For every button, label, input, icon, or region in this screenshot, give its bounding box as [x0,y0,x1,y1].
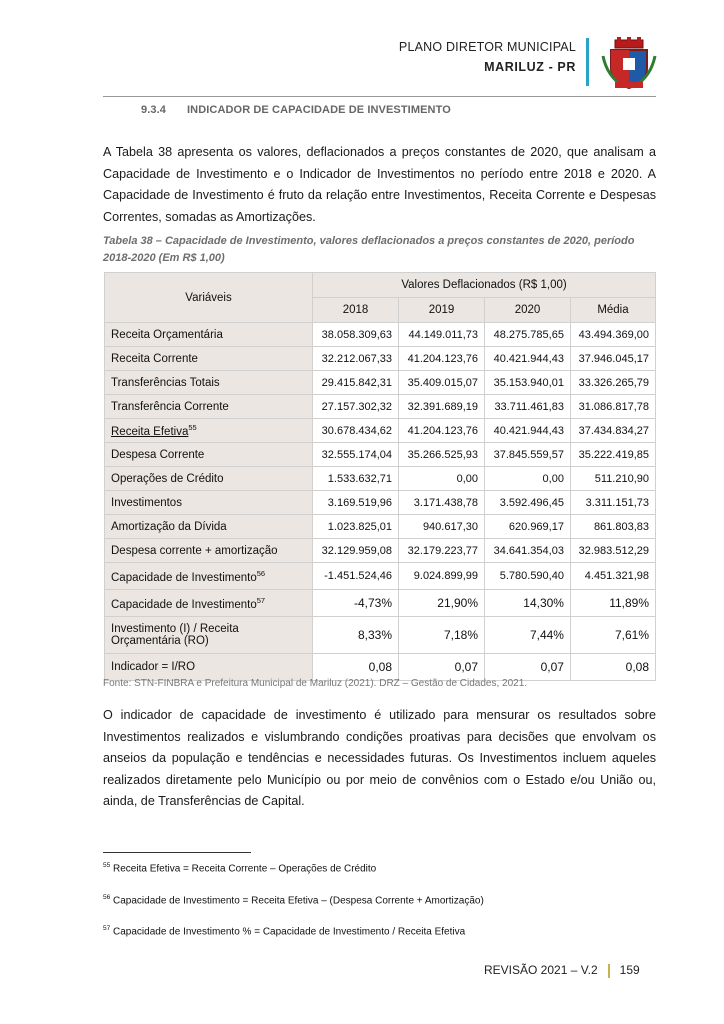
table-cell: 27.157.302,32 [313,395,399,419]
table-row [105,467,656,491]
row-label-text: Capacidade de Investimento [111,598,257,611]
table-cell: 5.780.590,40 [485,563,571,590]
table-cell: 32.555.174,04 [313,443,399,467]
table-row [105,395,656,419]
footnote [103,894,484,906]
table-cell: 35.266.525,93 [399,443,485,467]
page-footer [484,963,640,978]
column-header-average: Média [570,298,655,323]
table-cell: 32.983.512,29 [570,539,655,563]
row-label-text: Transferências Totais [111,376,220,389]
table-cell: 14,30% [485,590,571,617]
section-heading [141,104,451,116]
row-label [105,323,313,347]
footnote-number: 56 [103,894,111,901]
table-cell: 1.533.632,71 [313,467,399,491]
header-subtitle: MARILUZ - PR [484,60,576,74]
table-cell: 40.421.944,43 [485,347,571,371]
table-cell: 31.086.817,78 [570,395,655,419]
table-cell: 620.969,17 [485,515,571,539]
table-cell: 48.275.785,65 [485,323,571,347]
table-cell: 21,90% [399,590,485,617]
table-row [105,491,656,515]
row-label [105,371,313,395]
table-row [105,323,656,347]
document-header [399,40,576,74]
intro-paragraph: A Tabela 38 apresenta os valores, deflacionados a preços constantes de 2020, que analisam a Capacidade de Investimento e o Indicador de Investimentos no período entre 2018 e 2020. A Capacidade de Investimento é fruto da relação entre Investimentos, Receita Corrente e Despesas Correntes, somadas as Amortizações. [103,145,656,224]
footnote-text: Receita Efetiva = Receita Corrente – Operações de Crédito [113,863,377,875]
table-cell: 44.149.011,73 [399,323,485,347]
table-cell: 35.153.940,01 [485,371,571,395]
body-paragraph: O indicador de capacidade de investimento é utilizado para mensurar os resultados sobre Investimentos realizados e vislumbrando condições proativas para decisões que envolvam os anseios da população e tendências e necessidades futuras. Os Investimentos incluem aqueles realizados diretamente pelo Município ou por meio de convênios com o Estado e/ou União ou, ainda, de Transferências de Capital. [103,708,656,808]
row-label [105,491,313,515]
table-cell: 0,00 [485,467,571,491]
table-cell: 30.678.434,62 [313,419,399,443]
table-row [105,515,656,539]
row-label-text: Receita Efetiva [111,425,189,438]
table-cell: 35.409.015,07 [399,371,485,395]
table-cell: 7,18% [399,617,485,654]
table-cell: 3.171.438,78 [399,491,485,515]
row-label [105,654,313,681]
row-label [105,617,313,654]
footer-divider [608,964,610,978]
table-row [105,371,656,395]
table-cell: 32.391.689,19 [399,395,485,419]
table-cell: 3.311.151,73 [570,491,655,515]
header-accent-bar [586,38,589,86]
row-label [105,590,313,617]
table-cell: 9.024.899,99 [399,563,485,590]
table-cell: 8,33% [313,617,399,654]
footnote-text: Capacidade de Investimento % = Capacidade de Investimento / Receita Efetiva [113,926,466,938]
column-header-variables: Variáveis [105,273,313,323]
table-cell: 37.845.559,57 [485,443,571,467]
row-label [105,419,313,443]
footnote [103,925,465,937]
section-title: INDICADOR DE CAPACIDADE DE INVESTIMENTO [187,104,451,116]
row-label-text: Receita Orçamentária [111,328,223,341]
row-label-text: Amortização da Dívida [111,520,227,533]
table-row [105,419,656,443]
table-cell: 32.129.959,08 [313,539,399,563]
table-source: Fonte: STN-FINBRA e Prefeitura Municipal de Mariluz (2021). DRZ – Gestão de Cidades, 2021. [103,678,528,689]
row-label [105,395,313,419]
column-group-header: Valores Deflacionados (R$ 1,00) [313,273,656,298]
footnote-number: 55 [103,862,111,869]
table-cell: 3.169.519,96 [313,491,399,515]
table-cell: 940.617,30 [399,515,485,539]
row-label [105,563,313,590]
footnote-reference: 57 [256,595,266,605]
row-label-text: Indicador = I/RO [111,661,196,673]
table-cell: 7,61% [570,617,655,654]
column-header-year: 2020 [485,298,571,323]
table-cell: 35.222.419,85 [570,443,655,467]
header-title: PLANO DIRETOR MUNICIPAL [398,40,576,54]
row-label-text: Despesa Corrente [111,448,205,461]
table-cell: 37.434.834,27 [570,419,655,443]
table-cell: 32.179.223,77 [399,539,485,563]
footnote-reference: 56 [256,568,266,578]
column-header-year: 2018 [313,298,399,323]
table-cell: 0,07 [399,654,485,681]
table-cell: -1.451.524,46 [313,563,399,590]
row-label-text: Despesa corrente + amortização [111,544,278,557]
row-label-text: Investimento (I) / Receita Orçamentária (RO) [111,623,239,647]
column-header-year: 2019 [399,298,485,323]
table-row [105,347,656,371]
revision-label: REVISÃO 2021 – V.2 [484,963,598,977]
table-cell: 41.204.123,76 [399,347,485,371]
row-label-text: Operações de Crédito [111,472,224,485]
row-label [105,347,313,371]
row-label [105,539,313,563]
table-row [105,590,656,617]
table-cell: 43.494.369,00 [570,323,655,347]
table-cell: 0,07 [485,654,571,681]
header-divider [103,96,656,97]
table-cell: 11,89% [570,590,655,617]
row-label [105,467,313,491]
row-label-text: Receita Corrente [111,352,198,365]
footnote-number: 57 [103,925,111,932]
table-row [105,563,656,590]
table-row [105,539,656,563]
footnote [103,862,376,874]
footnote-divider [103,852,251,853]
investment-capacity-table [104,272,656,681]
table-row [105,654,656,681]
table-cell: 41.204.123,76 [399,419,485,443]
page-number: 159 [619,963,640,977]
table-cell: 32.212.067,33 [313,347,399,371]
row-label-text: Transferência Corrente [111,400,229,413]
table-cell: 1.023.825,01 [313,515,399,539]
table-cell: -4,73% [313,590,399,617]
table-cell: 33.711.461,83 [485,395,571,419]
table-cell: 29.415.842,31 [313,371,399,395]
row-label [105,515,313,539]
table-cell: 4.451.321,98 [570,563,655,590]
table-cell: 33.326.265,79 [570,371,655,395]
table-cell: 7,44% [485,617,571,654]
table-cell: 37.946.045,17 [570,347,655,371]
section-number: 9.3.4 [141,104,166,116]
row-label-text: Capacidade de Investimento [111,571,257,584]
table-cell: 861.803,83 [570,515,655,539]
table-row [105,617,656,654]
footnote-reference: 55 [188,423,197,433]
table-caption: Tabela 38 – Capacidade de Investimento, valores deflacionados a preços constantes de 2020, período 2018-2020 (Em R$ 1,00) [103,235,635,264]
table-cell: 0,08 [570,654,655,681]
row-label-text: Investimentos [111,496,182,509]
table-row [105,443,656,467]
footnote-text: Capacidade de Investimento = Receita Efetiva – (Despesa Corrente + Amortização) [113,895,484,907]
table-cell: 38.058.309,63 [313,323,399,347]
table-cell: 34.641.354,03 [485,539,571,563]
table-cell: 3.592.496,45 [485,491,571,515]
table-cell: 511.210,90 [570,467,655,491]
municipal-crest-icon [601,36,657,90]
table-cell: 0,00 [399,467,485,491]
table-cell: 0,08 [313,654,399,681]
row-label [105,443,313,467]
table-cell: 40.421.944,43 [485,419,571,443]
